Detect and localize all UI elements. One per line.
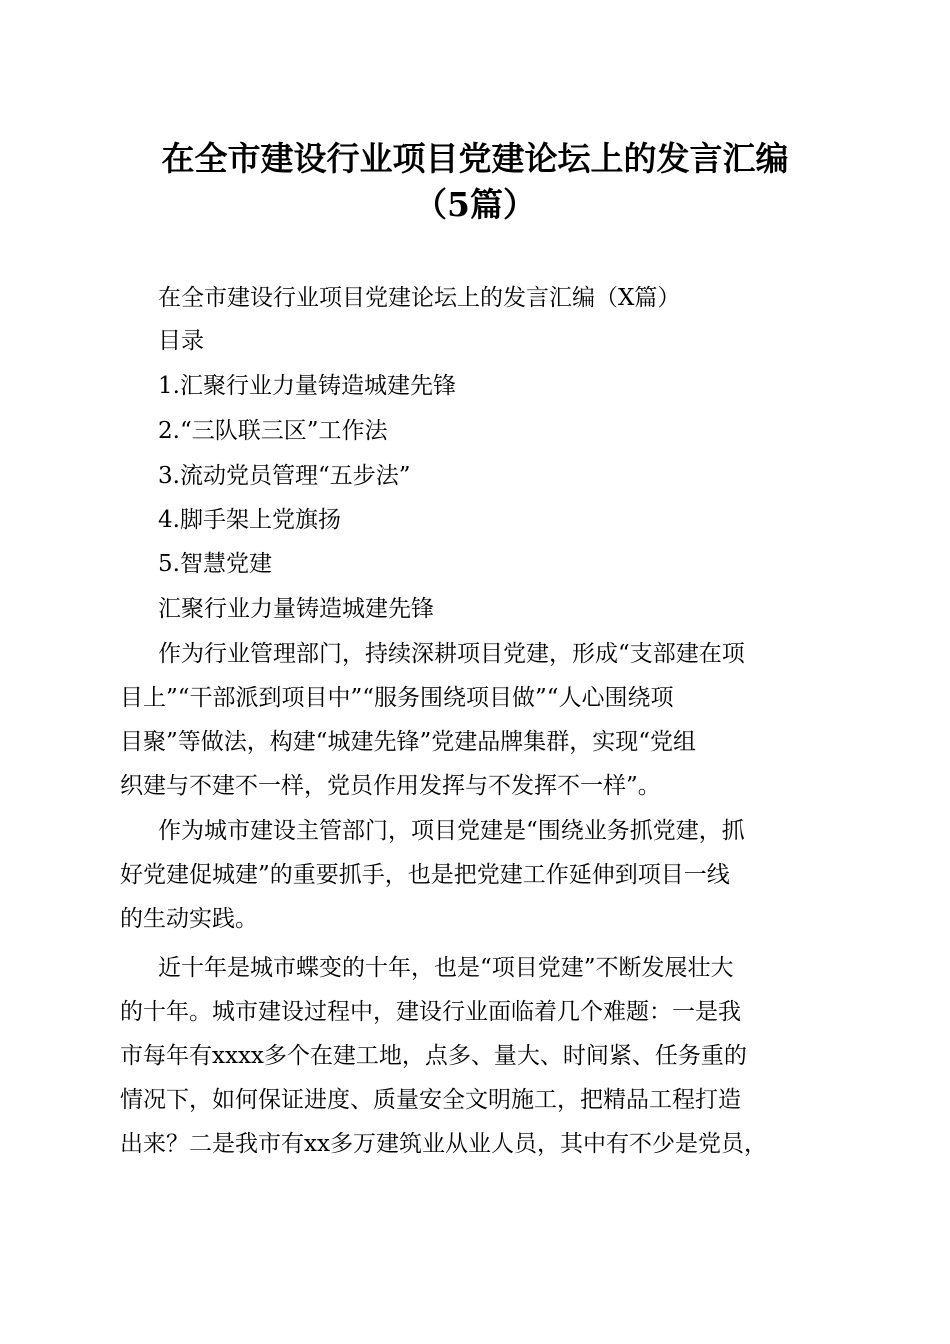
paragraph-line: 目上”“干部派到项目中”“服务围绕项目做”“人心围绕项 [120,685,674,711]
paragraph-line: 的十年。城市建设过程中，建设行业面临着几个难题：一是我 [120,999,741,1025]
paragraph-line: 织建与不建不一样，党员作用发挥与不发挥不一样”。 [120,773,661,799]
document-subtitle: 在全市建设行业项目党建论坛上的发言汇编（X篇） [158,285,681,311]
toc-item: 3.流动党员管理“五步法” [158,463,411,489]
toc-item: 4.脚手架上党旗扬 [158,507,341,533]
paragraph-line: 出来？二是我市有xx多万建筑业从业人员，其中有不少是党员， [120,1131,767,1157]
toc-item: 5.智慧党建 [158,551,272,577]
paragraph-line: 目聚”等做法，构建“城建先锋”党建品牌集群，实现“党组 [120,729,697,755]
paragraph-line: 好党建促城建”的重要抓手，也是把党建工作延伸到项目一线 [120,862,730,888]
paragraph-line: 作为行业管理部门，持续深耕项目党建，形成“支部建在项 [158,641,745,667]
toc-heading: 目录 [158,328,204,354]
document-title-line1: 在全市建设行业项目党建论坛上的发言汇编 [161,139,789,178]
section-heading: 汇聚行业力量铸造城建先锋 [158,596,434,622]
document-title-line2: （5篇） [414,185,536,224]
paragraph-line: 情况下，如何保证进度、质量安全文明施工，把精品工程打造 [120,1087,741,1113]
paragraph-line: 近十年是城市蝶变的十年，也是“项目党建”不断发展壮大 [158,955,734,981]
paragraph-line: 市每年有xxxx多个在建工地，点多、量大、时间紧、任务重的 [120,1043,747,1069]
toc-item: 1.汇聚行业力量铸造城建先锋 [158,373,456,399]
paragraph-line: 的生动实践。 [120,906,258,932]
paragraph-line: 作为城市建设主管部门，项目党建是“围绕业务抓党建，抓 [158,818,745,844]
toc-item: 2.“三队联三区”工作法 [158,418,388,444]
